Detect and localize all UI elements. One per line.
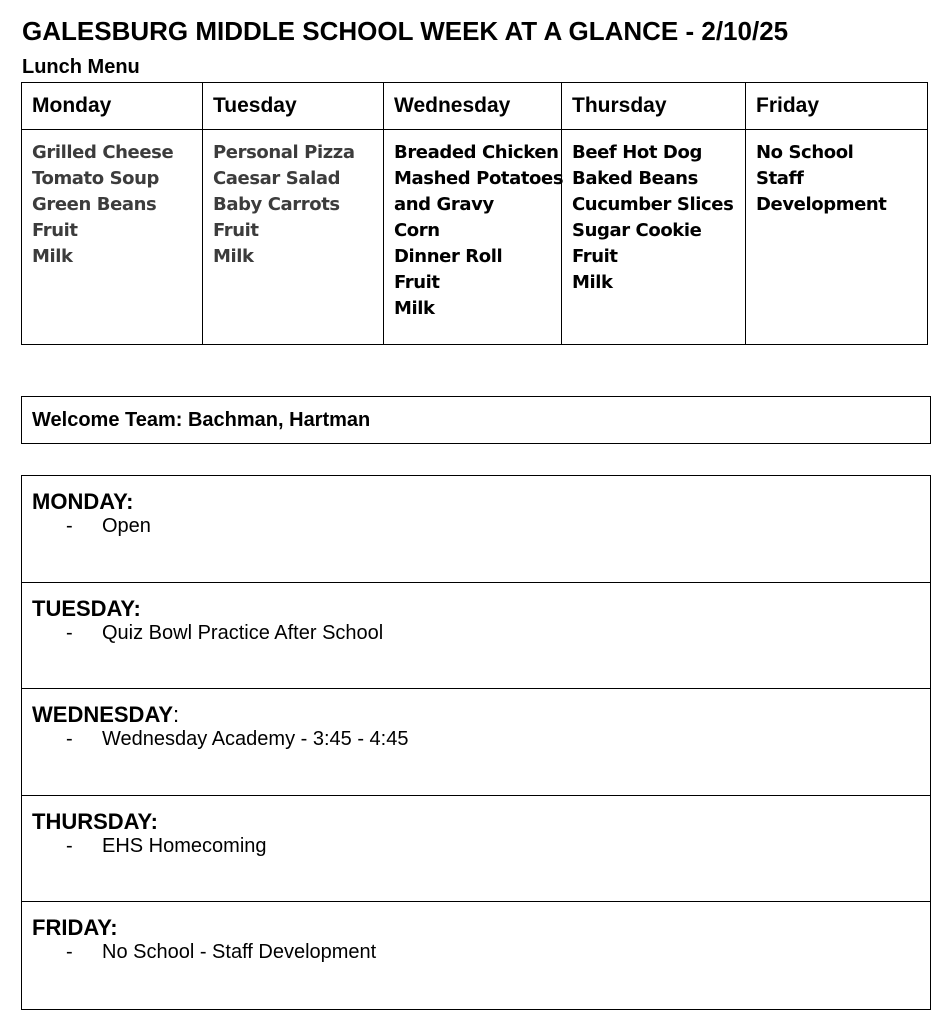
menu-item: Milk (394, 298, 435, 319)
menu-item: Mashed Potatoes (394, 168, 564, 189)
menu-cell-wednesday (384, 130, 562, 345)
event-item (32, 622, 930, 645)
menu-item: Staff (756, 168, 804, 189)
weekly-schedule (21, 475, 931, 1010)
menu-item: Beef Hot Dog (572, 142, 702, 163)
lunch-menu-table (21, 82, 928, 345)
menu-day-monday: Monday (22, 83, 203, 130)
day-label: TUESDAY: (32, 595, 141, 621)
menu-day-thursday: Thursday (562, 83, 746, 130)
menu-item: Corn (394, 220, 440, 241)
event-text: No School - Staff Development (102, 941, 377, 964)
menu-cell-thursday (562, 130, 746, 345)
menu-cell-tuesday (203, 130, 384, 345)
menu-item: Cucumber Slices (572, 194, 734, 215)
day-label: MONDAY: (32, 489, 134, 514)
event-text: EHS Homecoming (102, 834, 267, 857)
menu-item: Fruit (394, 272, 440, 293)
bullet-dash: - (66, 515, 73, 537)
event-text: Quiz Bowl Practice After School (102, 621, 384, 644)
menu-item: Breaded Chicken (394, 142, 559, 163)
lunch-menu-items-row (22, 130, 928, 345)
menu-day-friday: Friday (746, 83, 928, 130)
schedule-day-monday (22, 476, 930, 583)
menu-item: Milk (32, 246, 73, 267)
schedule-day-wednesday (22, 689, 930, 796)
menu-item: Dinner Roll (394, 246, 503, 267)
menu-item: Fruit (213, 220, 259, 241)
bullet-dash: - (66, 621, 73, 644)
page-title: GALESBURG MIDDLE SCHOOL WEEK AT A GLANCE - 2/10/25 (22, 16, 789, 46)
menu-item: Caesar Salad (213, 168, 341, 189)
day-label: FRIDAY: (32, 915, 118, 941)
menu-item: Grilled Cheese (32, 142, 174, 163)
lunch-menu-heading: Lunch Menu (22, 56, 140, 78)
menu-cell-monday (22, 130, 203, 345)
menu-item: Sugar Cookie (572, 220, 702, 241)
menu-day-wednesday: Wednesday (384, 83, 562, 130)
menu-item: Milk (572, 272, 613, 293)
menu-item: Milk (213, 246, 254, 267)
event-item (32, 941, 930, 964)
event-item (32, 835, 930, 858)
menu-item: Baby Carrots (213, 194, 340, 215)
menu-item: No School (756, 142, 854, 163)
event-text: Wednesday Academy - 3:45 - 4:45 (102, 728, 409, 751)
welcome-team-box: Welcome Team: Bachman, Hartman (21, 396, 931, 444)
menu-cell-friday (746, 130, 928, 345)
lunch-menu-header-row (22, 83, 928, 130)
event-item (32, 515, 930, 538)
menu-item: Development (756, 194, 887, 215)
menu-item: Personal Pizza (213, 142, 355, 163)
menu-item: Tomato Soup (32, 168, 160, 189)
bullet-dash: - (66, 941, 73, 964)
menu-item: Baked Beans (572, 168, 698, 189)
schedule-day-friday (22, 902, 930, 1009)
bullet-dash: - (66, 728, 73, 751)
event-text: Open (102, 515, 151, 537)
menu-item: Green Beans (32, 194, 157, 215)
day-label-colon: : (173, 702, 180, 728)
menu-day-tuesday: Tuesday (203, 83, 384, 130)
day-label: WEDNESDAY (32, 702, 173, 728)
bullet-dash: - (66, 834, 73, 857)
menu-item: Fruit (572, 246, 618, 267)
event-item (32, 728, 930, 751)
schedule-day-tuesday (22, 583, 930, 690)
menu-item: Fruit (32, 220, 78, 241)
day-label: THURSDAY: (32, 808, 158, 834)
menu-item: and Gravy (394, 194, 494, 215)
schedule-day-thursday (22, 796, 930, 903)
